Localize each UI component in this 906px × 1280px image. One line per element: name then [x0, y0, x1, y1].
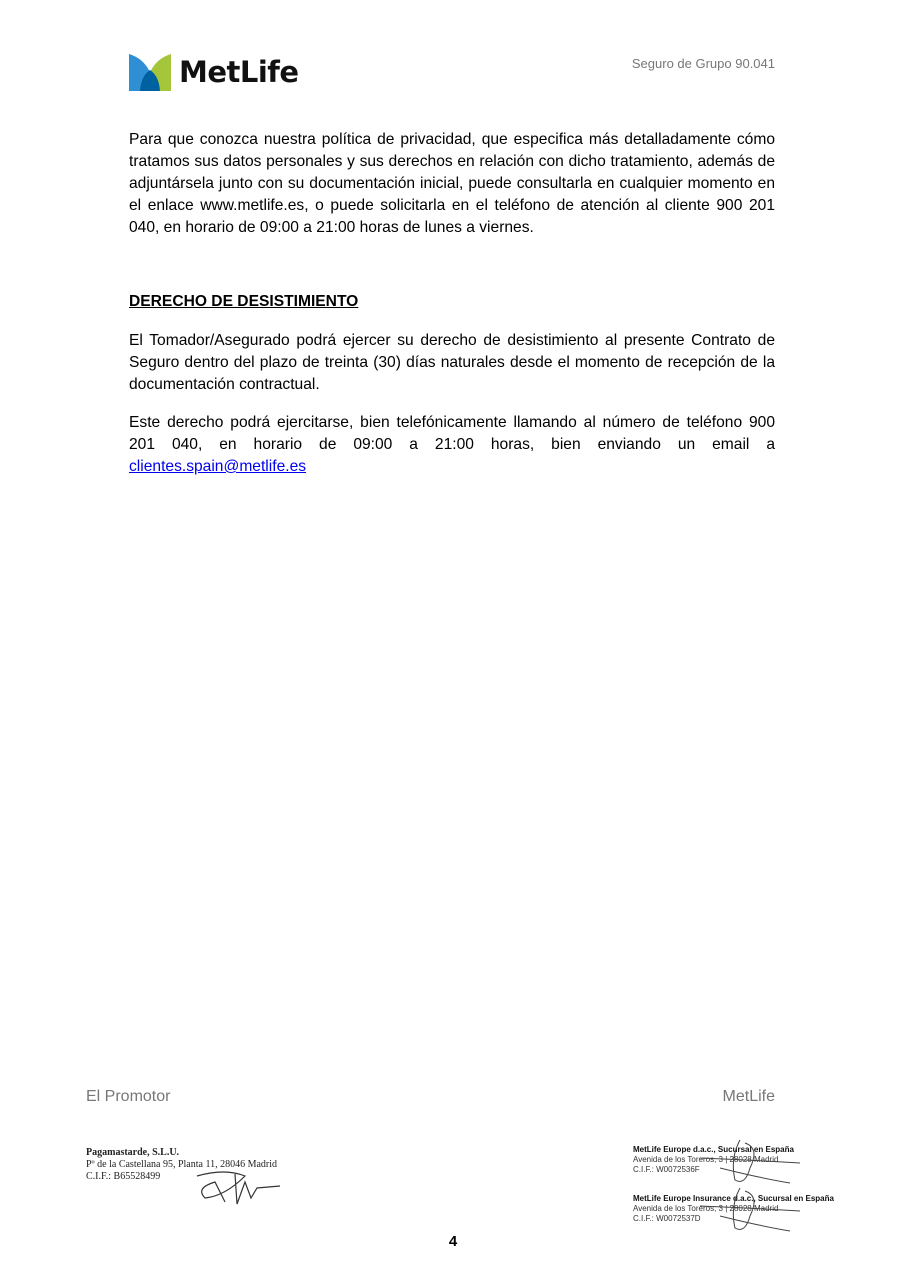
- entity-cif: C.I.F.: W0072537D: [633, 1214, 701, 1223]
- metlife-signature-1: [690, 1138, 810, 1188]
- entity-address: Avenida de los Toreros, 3 | 28028 Madrid: [633, 1204, 779, 1213]
- exercise-text: Este derecho podrá ejercitarse, bien telefónicamente llamando al número de teléfono 900 201 040, en horario de 09:00 a 21:00 horas, bien enviando un email a: [129, 414, 775, 453]
- withdrawal-paragraph: El Tomador/Asegurado podrá ejercer su derecho de desistimiento al presente Contrato de Seguro dentro del plazo de treinta (30) días naturales desde el momento de recepción de la documentación contractual.: [129, 332, 775, 393]
- page-number: 4: [448, 1233, 458, 1250]
- privacy-paragraph: Para que conozca nuestra política de privacidad, que especifica más detalladamente cómo tratamos sus datos personales y sus derechos en relación con dicho tratamiento, además de adjuntársela junto con su documentación inicial, puede consultarla en cualquier momento en el enlace www.metlife.es, o puede solicitarla en el teléfono de atención al cliente 900 201 040, en horario de 09:00 a 21:00 horas de lunes a viernes.: [129, 131, 775, 236]
- exercise-paragraph: [129, 412, 775, 478]
- policy-reference: Seguro de Grupo 90.041: [631, 56, 775, 71]
- promoter-cif: C.I.F.: B65528499: [86, 1171, 161, 1182]
- metlife-logo-icon: [129, 52, 171, 91]
- promoter-signature: [195, 1168, 285, 1208]
- entity-name: MetLife Europe d.a.c., Sucursal en España: [633, 1145, 794, 1154]
- metlife-signature-2: [690, 1186, 810, 1236]
- promoter-name: Pagamastarde, S.L.U.: [86, 1147, 180, 1158]
- entity-name: MetLife Europe Insurance d.a.c., Sucursal en España: [633, 1194, 834, 1203]
- logo-wordmark: MetLife: [179, 54, 299, 89]
- section-heading: DERECHO DE DESISTIMIENTO: [129, 293, 359, 310]
- entity-cif: C.I.F.: W0072536F: [633, 1165, 700, 1174]
- promoter-label: El Promotor: [86, 1088, 171, 1105]
- promoter-address: Pº de la Castellana 95, Planta 11, 28046 Madrid: [86, 1159, 278, 1170]
- entity-address: Avenida de los Toreros, 3 | 28028 Madrid: [633, 1155, 779, 1164]
- email-link[interactable]: clientes.spain@metlife.es: [129, 458, 307, 475]
- metlife-logo: [129, 52, 299, 91]
- metlife-label: MetLife: [722, 1088, 775, 1105]
